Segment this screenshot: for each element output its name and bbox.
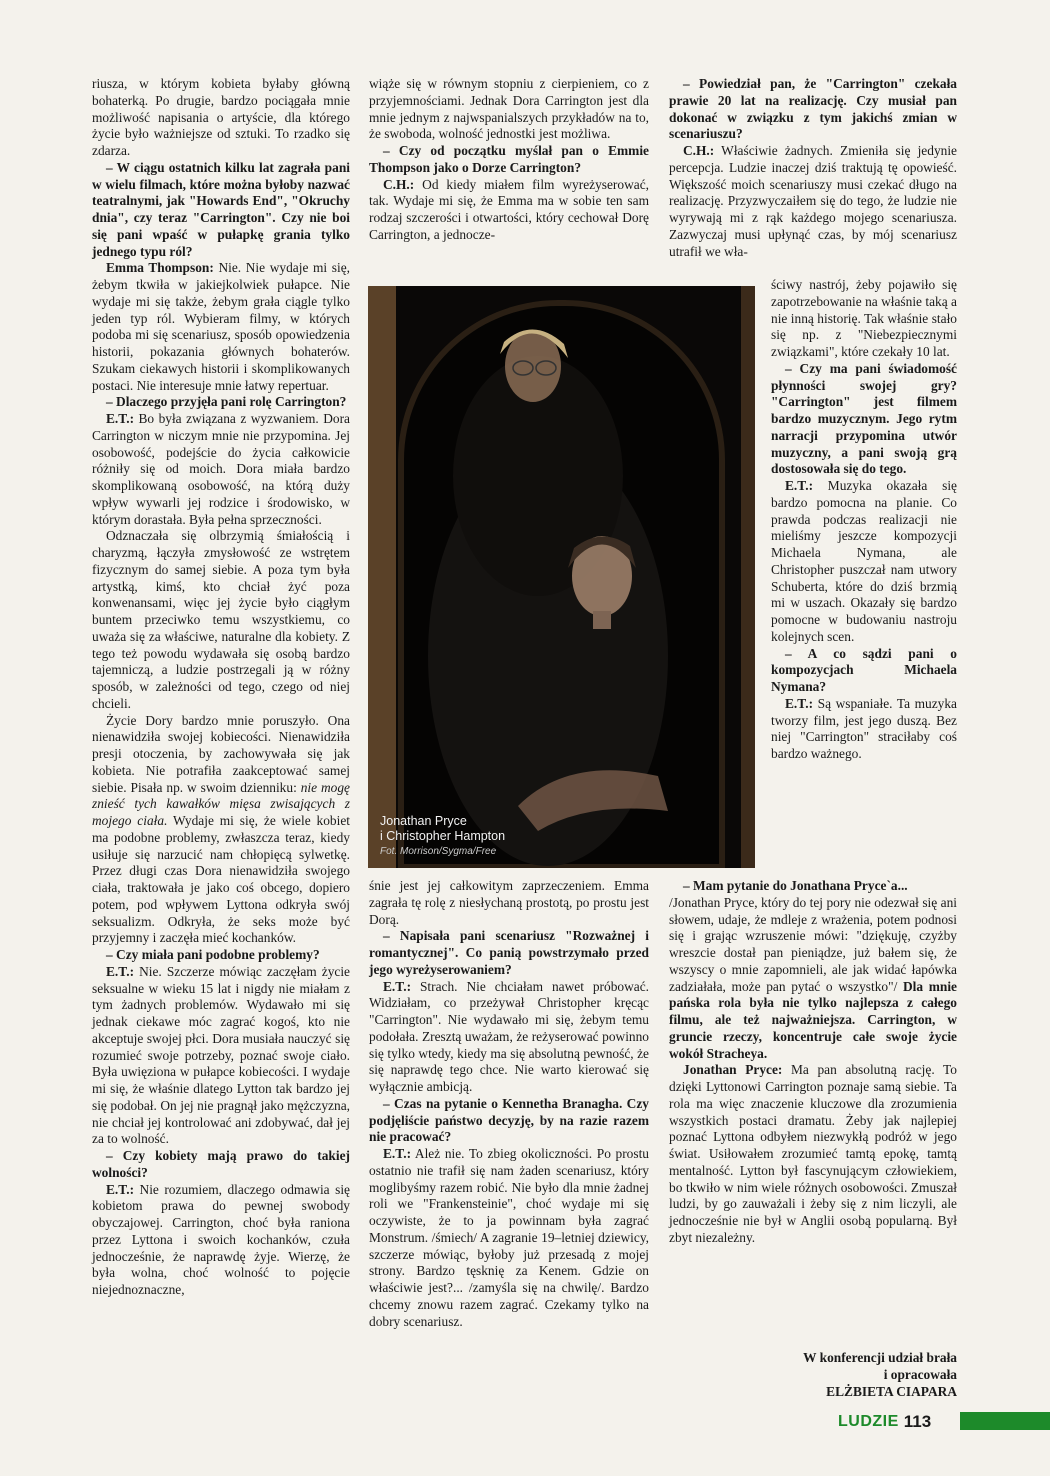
column-3-bottom bbox=[669, 878, 957, 1247]
speaker-label: Emma Thompson: bbox=[106, 260, 214, 276]
interview-question bbox=[669, 878, 957, 895]
paragraph-text: – Czy kobiety mają prawo do takiej wolności? bbox=[92, 1148, 350, 1180]
paragraph-text: – Powiedział pan, że "Carrington" czekała prawie 20 lat na realizację. Czy musiał pan dokonać w związku z tym jakichś zmian w scenariuszu? bbox=[669, 76, 957, 142]
paragraph-text: Muzyka okazała się bardzo pomocna na planie. Co prawda podczas realizacji nie mieliśmy jeszcze kompozycji Michaela Nymana, ale Christopher puszczał nam utwory Schuberta, które do dziś brzmią mi w uszach. Okazały się bardzo pomocne w budowaniu nastroju kolejnych scen. bbox=[771, 478, 957, 644]
paragraph-text: – A co sądzi pani o kompozycjach Michaela Nymana? bbox=[771, 645, 957, 694]
paragraph bbox=[669, 143, 957, 260]
paragraph-text-cont: Wydaje mi się, że wiele kobiet ma podobne problemy, zwłaszcza teraz, kiedy usiłuje się narzucić nam chłopięcą sylwetkę. Przez długi czas Dora nienawidziła swojego ciała, traktowała je jako coś obcego, dopiero potem, pod wpływem Lyttona odkryła swój seksualizm. Odkryła, że seks może być przyjemny i zaczęła mieć kochanków. bbox=[92, 813, 350, 946]
paragraph-text: Strach. Nie chciałam nawet próbować. Widziałam, co przeżywał Christopher kręcąc "Carrington". Nie wydawało mi się, żebym temu podołała. Zresztą uważam, że reżyserować powinno się tylko wtedy, kiedy ma się absolutną pewność, że się naprawdę tego chce. Nie warto kierować się wyłącznie ambicją. bbox=[369, 978, 649, 1094]
paragraph bbox=[92, 411, 350, 528]
paragraph-text: Odznaczała się olbrzymią śmiałością i charyzmą, łączyła zmysłowość ze wstrętem fizycznym do samej siebie. A poza tym była artystką, kimś, kto chciał żyć poza konwenansami, więc jej życie było ciągłym buntem przeciwko temu wszystkiemu, co uważa się za właściwe, naturalne dla kobiety. Z tego też powodu wydawała się osobą bardzo tajemniczą, a ludzie postrzegali ją w różny sposób, w zależności od tego, czego od niej chcieli. bbox=[92, 528, 350, 711]
paragraph-text: – Napisała pani scenariusz "Rozważnej i romantycznej". Co panią powstrzymało przed jego wyreżyserowaniem? bbox=[369, 928, 649, 977]
column-1 bbox=[92, 76, 350, 1299]
paragraph bbox=[92, 528, 350, 712]
paragraph-text: Bo była związana z wyzwaniem. Dora Carrington w niczym mnie nie przypomina. Jej osobowość, podejście do życia całkowicie różniły się od moich. Dora miała bardzo skomplikowaną osobowość, na którą duży wpływ wywarli jej rodzice i środowisko, w którym dorastała. Była pełna sprzeczności. bbox=[92, 411, 350, 527]
interview-question bbox=[92, 160, 350, 261]
paragraph bbox=[771, 696, 957, 763]
paragraph bbox=[92, 76, 350, 160]
paragraph bbox=[92, 713, 350, 948]
interview-question: Dla mnie pańska rola była nie tylko najlepsza z całego filmu, ale też najważniejsza. Carrington, w gruncie rzeczy, koncentruje całe swoje życie wokół Stracheya. bbox=[669, 978, 957, 1061]
photo-jonathan-pryce-christopher-hampton bbox=[368, 286, 755, 868]
paragraph-text: śnie jest jej całkowitym zaprzeczeniem. Emma zagrała tę rolę z niesłychaną prostotą, po prostu jest Dorą. bbox=[369, 878, 649, 927]
paragraph-text: riusza, w którym kobieta byłaby główną bohaterką. Po drugie, bardzo pociągała mnie możliwość napisania o artyście, dla którego życie było ważniejsze od sztuki. To rzadko się zdarza. bbox=[92, 76, 350, 158]
column-2-top bbox=[369, 76, 649, 244]
page-number: 113 bbox=[903, 1412, 932, 1431]
paragraph-text: Nie. Szczerze mówiąc zaczęłam życie seksualne w wieku 15 lat i nigdy nie miałam z tym żadnych problemów. Wydawało mi się jednak ciekawe móc zagrać kogoś, kto nie akceptuje swojej płci. Dora musiała nauczyć się rozumieć swoje potrzeby, poznać swoje ciało. Była uwięziona w pułapce kobiecości. I wydaje mi się, że właśnie dlatego Lytton tak bardzo jej się podobał. On jej nie pragnął jako mężczyzna, nie chciał jej kontrolować ani zdobywać, dał jej za to wolność. bbox=[92, 963, 350, 1147]
paragraph bbox=[369, 878, 649, 928]
signature-author: ELŻBIETA CIAPARA bbox=[826, 1383, 957, 1399]
speaker-label: E.T.: bbox=[785, 478, 814, 493]
interview-question bbox=[369, 928, 649, 978]
paragraph bbox=[369, 177, 649, 244]
signature-block bbox=[669, 1350, 957, 1400]
paragraph-text: Są wspaniałe. Ta muzyka tworzy film, jest jego duszą. Bez niej "Carrington" straciłaby coś bardzo ważnego. bbox=[771, 695, 957, 761]
paragraph-text: – Dlaczego przyjęła pani rolę Carrington? bbox=[106, 394, 347, 410]
paragraph-text: Od kiedy miałem film wyreżyserować, tak. Wydaje mi się, że Emma ma w sobie ten sam rodzaj szczerości i otwartości, który cechował Dorę Carrington, a jednocze- bbox=[369, 176, 649, 242]
page-footer bbox=[838, 1410, 931, 1434]
paragraph bbox=[92, 260, 350, 394]
paragraph-text: ściwy nastrój, żeby pojawiło się zapotrzebowanie na właśnie taką a nie inną historię. Tak właśnie stało się np. z "Niebezpiecznymi związkami", które czekały 10 lat. bbox=[771, 277, 957, 359]
paragraph bbox=[92, 964, 350, 1148]
paragraph-text: wiąże się w równym stopniu z cierpieniem, co z przyjemnościami. Jednak Dora Carrington jest dla mnie jednym z najwspanialszych przykładów na to, że swoboda, wolność jednostki jest możliwa. bbox=[369, 76, 649, 142]
paragraph bbox=[669, 895, 957, 1063]
paragraph-text: Nie rozumiem, dlaczego odmawia się kobietom prawa do pewnej swobody obyczajowej. Carrington, choć była raniona przez Lyttona i swoich kochanków, czuła jednocześnie, że naprawdę żyje. Wierzę, że była wolna, choć wolność to pojęcie niejednoznaczne, bbox=[92, 1181, 350, 1297]
paragraph bbox=[369, 1146, 649, 1330]
speaker-label: E.T.: bbox=[106, 1181, 135, 1197]
interview-question bbox=[369, 143, 649, 177]
photo-credit: Fot. Morrison/Sygma/Free bbox=[380, 846, 497, 857]
paragraph bbox=[92, 1182, 350, 1299]
caption-line-2: i Christopher Hampton bbox=[380, 829, 506, 843]
green-accent-bar bbox=[960, 1412, 1050, 1430]
paragraph-text: Życie Dory bardzo mnie poruszyło. Ona nienawidziła swojej kobiecości. Nienawidziła presji otoczenia, by zachowywała się jak kobieta. Nie potrafiła zaakceptować samej siebie. Pisała np. w swoim dzienniku: bbox=[92, 712, 350, 795]
portrait-silhouettes bbox=[368, 286, 755, 868]
interview-question bbox=[669, 76, 957, 143]
paragraph bbox=[369, 76, 649, 143]
speaker-label: E.T.: bbox=[785, 695, 814, 711]
paragraph bbox=[369, 979, 649, 1096]
paragraph-text: – Mam pytanie do Jonathana Pryce`a... bbox=[683, 878, 908, 893]
speaker-label: Jonathan Pryce: bbox=[683, 1062, 783, 1078]
interview-question bbox=[92, 947, 350, 964]
paragraph-text: – Czas na pytanie o Kennetha Branagha. Czy podjęliście państwo decyzję, by na razie razem nie pracować? bbox=[369, 1095, 649, 1145]
interview-question bbox=[771, 361, 957, 478]
speaker-label: E.T.: bbox=[383, 1146, 412, 1161]
column-3-middle bbox=[771, 277, 957, 763]
speaker-label: E.T.: bbox=[106, 963, 135, 979]
paragraph-text: Właściwie żadnych. Zmieniła się jedynie percepcja. Ludzie inaczej dziś traktują tę opowieść. Większość moich scenariuszy musi czekać długo na realizację. Przyzwyczaiłem się do tego, że ludzie nie wyrywają mi z rąk każdego mojego scenariusza. Zazwyczaj musi upłynąć czas, by mój scenariusz utrafił we wła- bbox=[669, 143, 957, 259]
speaker-label: C.H.: bbox=[683, 143, 715, 158]
paragraph bbox=[771, 478, 957, 646]
paragraph-text: Ależ nie. To zbieg okoliczności. Po prostu ostatnio nie trafił się nam żaden scenariusz, który moglibyśmy razem robić. Nie było dla mnie żadnej roli we "Frankensteinie", choć wydaje mi się oczywiste, że to ja powinnam była zagrać Monstrum. /śmiech/ A zagranie 19–letniej dziewicy, szczerze mówiąc, byłoby już przesadą z mojej strony. Bardzo tęsknię za Kenem. Gdzie on właściwie jest?... /zamyśla się na chwilę/. Bardzo chcemy znowu razem zagrać. Czekamy tylko na dobry scenariusz. bbox=[369, 1146, 649, 1329]
magazine-brand: LUDZIE bbox=[838, 1413, 899, 1430]
signature-line-2: i opracowała bbox=[883, 1366, 957, 1382]
speaker-label: E.T.: bbox=[106, 411, 135, 426]
paragraph bbox=[771, 277, 957, 361]
speaker-label: E.T.: bbox=[383, 978, 412, 994]
column-2-bottom bbox=[369, 878, 649, 1330]
interview-question bbox=[92, 394, 350, 411]
interview-question bbox=[771, 646, 957, 696]
paragraph-text: – W ciągu ostatnich kilku lat zagrała pani w wielu filmach, które można byłoby nazwać teatralnymi, jak "Howards End", "Okruchy dnia", czy teraz "Carrington". Czy nie boi się pani wpaść w pułapkę grania tylko jednego typu ról? bbox=[92, 159, 350, 259]
paragraph-text: Ma pan absolutną rację. To dzięki Lyttonowi Carrington poznaje samą siebie. Ta rola ma więc znaczenie kluczowe dla zrozumienia wszystkich postaci dramatu. Żeby jak najlepiej poznać Lyttona odbyłem niezwykłą podróż w jego świat. Usiłowałem zrozumieć tamtą epokę, tamtą mentalność. Lytton był fascynującym człowiekiem, bo tkwiło w nim wiele różnych osobowości. Zmuszał ludzi, by go zauważali i żeby się z nim liczyli, ale jednocześnie nie był w Anglii osobą popularną. Był zbyt niezależny. bbox=[669, 1062, 957, 1245]
caption-line-1: Jonathan Pryce bbox=[380, 814, 467, 828]
paragraph-text: – Czy od początku myślał pan o Emmie Thompson jako o Dorze Carrington? bbox=[369, 143, 649, 175]
column-3-top bbox=[669, 76, 957, 260]
diary-quote: nie mogę znieść tych kawałków mięsa zwisających z mojego ciała. bbox=[92, 779, 350, 828]
photo-caption bbox=[380, 814, 505, 859]
signature-line-1: W konferencji udział brała bbox=[803, 1350, 957, 1365]
interview-question bbox=[92, 1148, 350, 1182]
paragraph-text: – Czy miała pani podobne problemy? bbox=[106, 947, 320, 962]
speaker-label: C.H.: bbox=[383, 176, 415, 192]
paragraph-text: /Jonathan Pryce, który do tej pory nie odezwał się ani słowem, udaje, że mdleje z wrażenia, potem podnosi się i grając wzruszenie mówi: "dziękuję, czyżby wreszcie dostał pan pieniądze, już bałem się, że wszyscy o mnie zapomnieli, ale jak widać łapówka zadziałała, może pan pytać o wszystko"/ bbox=[669, 894, 957, 994]
interview-question bbox=[369, 1096, 649, 1146]
paragraph-text: Nie. Nie wydaje mi się, żebym tkwiła w jakiejkolwiek pułapce. Nie wydaje mi się także, żebym grała ciągle tylko jeden typ ról. Wybieram filmy, w których podoba mi się scenariusz, sposób opowiedzenia historii, pokazania głównych bohaterów. Szukam ciekawych historii i skomplikowanych postaci. Nie interesuje mnie łatwy repertuar. bbox=[92, 260, 350, 393]
paragraph bbox=[669, 1062, 957, 1246]
paragraph-text: – Czy ma pani świadomość płynności swojej gry? "Carrington" jest filmem bardzo muzycznym. Jego rytm narracji przypomina utwór muzyczny, a pani swoją grą dostosowała się do tego. bbox=[771, 360, 957, 477]
